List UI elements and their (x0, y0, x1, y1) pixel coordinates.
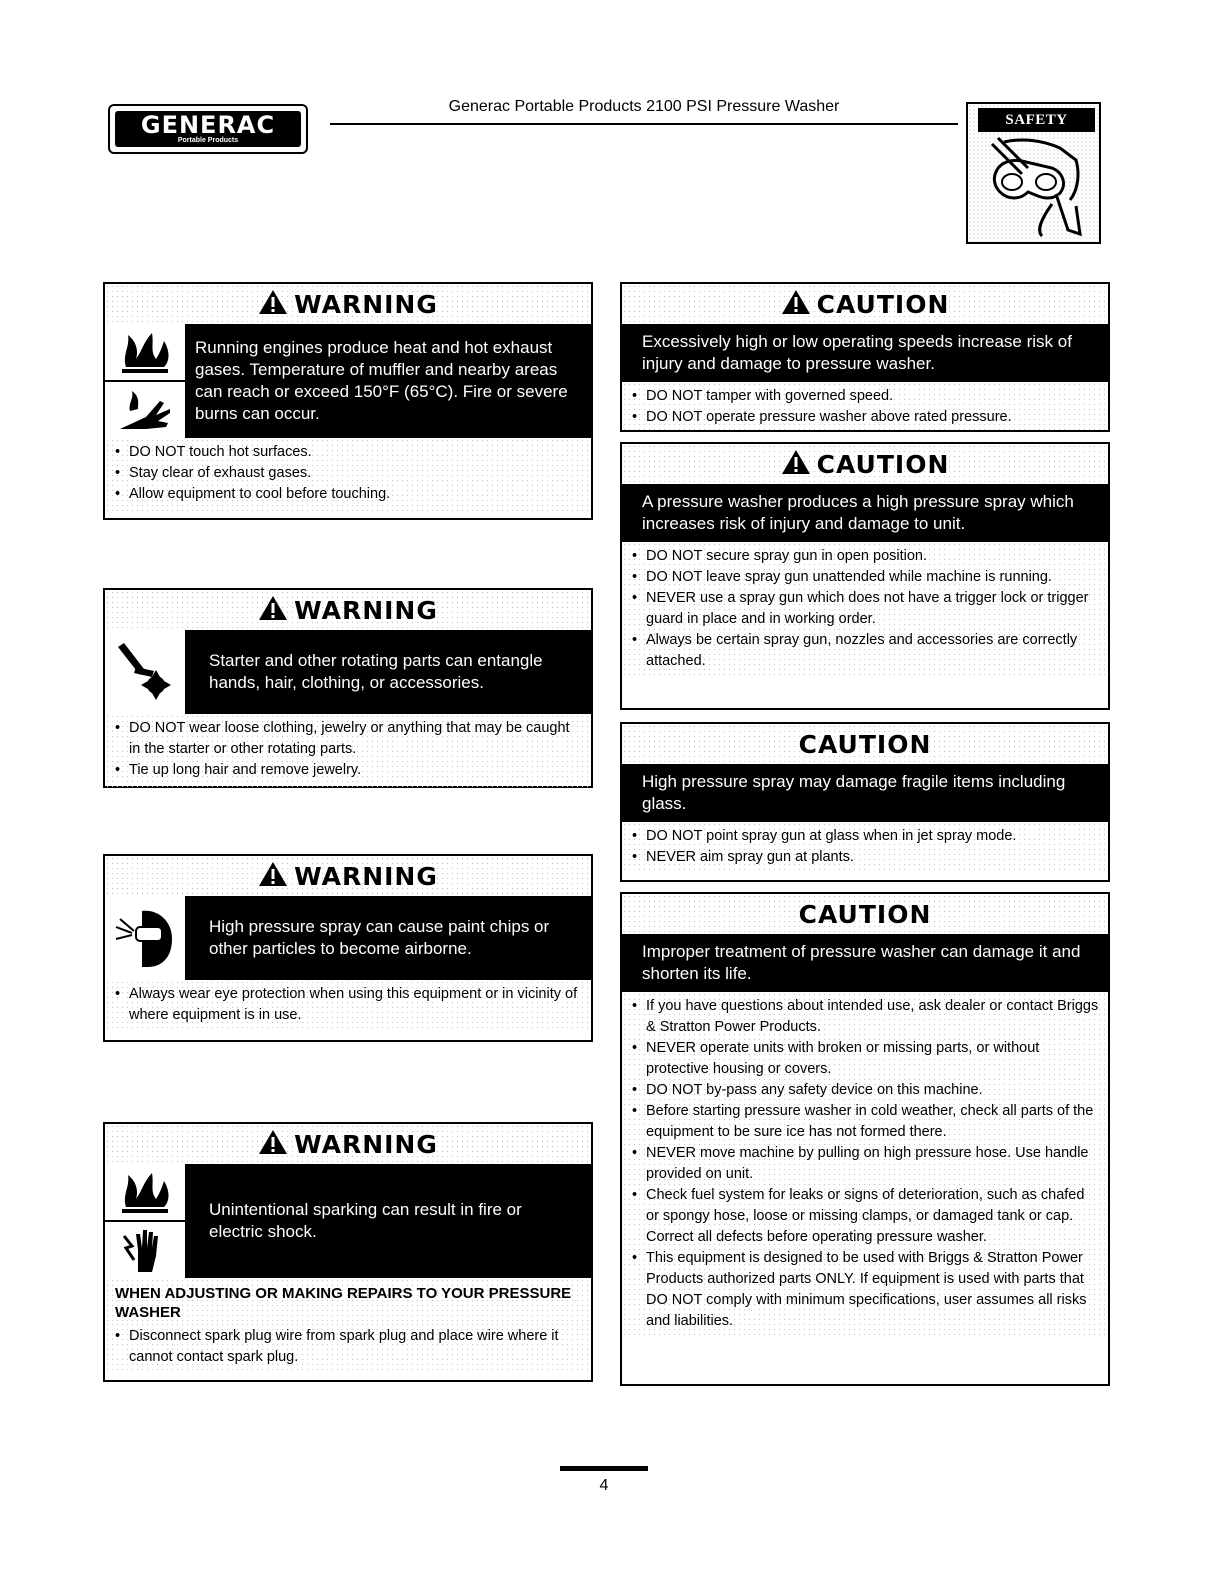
heading-label: CAUTION (798, 729, 932, 759)
list-item: • NEVER use a spray gun which does not have a trigger lock or trigger guard in place and in working order. (630, 588, 1100, 630)
caution-high-pressure-spray (620, 442, 1110, 710)
badge-label: SAFETY RULES (978, 108, 1095, 132)
box-heading (622, 724, 1108, 764)
list-item: • DO NOT operate pressure washer above rated pressure. (630, 407, 1100, 428)
warning-airborne-particles (103, 854, 593, 1042)
heading-label: WARNING (294, 290, 438, 319)
list-item: • This equipment is designed to be used with Briggs & Stratton Power Products authorized parts ONLY. If equipment is used with parts that DO NOT comply with minimum specifications, user assumes all risks and liabilities. (630, 1248, 1100, 1332)
instruction-list (105, 438, 591, 511)
hazard-panel (105, 324, 591, 438)
safety-rules-badge (966, 102, 1101, 244)
list-item: • Disconnect spark plug wire from spark plug and place wire where it cannot contact spark plug. (113, 1326, 583, 1368)
logo-sub: Portable Products (177, 137, 239, 144)
entanglement-icon (105, 630, 185, 714)
list-item: • Always be certain spray gun, nozzles and accessories are correctly attached. (630, 630, 1100, 672)
heading-label: CAUTION (816, 450, 950, 479)
list-item: • NEVER operate units with broken or missing parts, or without protective housing or covers. (630, 1038, 1100, 1080)
instruction-list (622, 822, 1108, 874)
list-item: • Tie up long hair and remove jewelry. (113, 760, 583, 781)
caution-improper-treatment (620, 892, 1110, 1386)
list-item: • Allow equipment to cool before touching. (113, 484, 583, 505)
hazard-panel (105, 630, 591, 714)
hazard-text: Excessively high or low operating speeds increase risk of injury and damage to pressure washer. (642, 332, 1072, 373)
hazard-text: Starter and other rotating parts can entangle hands, hair, clothing, or accessories. (209, 651, 543, 692)
list-item: • DO NOT wear loose clothing, jewelry or anything that may be caught in the starter or other rotating parts. (113, 718, 583, 760)
hazard-panel (622, 934, 1108, 992)
hazard-panel (105, 896, 591, 980)
list-item: • Check fuel system for leaks or signs of deterioration, such as chafed or spongy hose, loose or missing clamps, or damaged tank or cap. Correct all defects before operating pressure washer. (630, 1185, 1100, 1248)
heading-label: WARNING (294, 1130, 438, 1159)
burn-hand-icon (105, 382, 185, 438)
warning-sparking (103, 1122, 593, 1382)
list-item: • If you have questions about intended use, ask dealer or contact Briggs & Stratton Power Products. (630, 996, 1100, 1038)
hazard-text: Unintentional sparking can result in fire or electric shock. (209, 1200, 522, 1241)
hazard-panel (622, 324, 1108, 382)
hazard-text: High pressure spray may damage fragile items including glass. (642, 772, 1066, 813)
list-item: • NEVER move machine by pulling on high pressure hose. Use handle provided on unit. (630, 1143, 1100, 1185)
list-item: • DO NOT leave spray gun unattended while machine is running. (630, 567, 1100, 588)
list-item: • DO NOT tamper with governed speed. (630, 386, 1100, 407)
generac-logo (108, 104, 308, 154)
box-heading (105, 284, 591, 324)
hazard-panel (622, 484, 1108, 542)
box-heading (105, 856, 591, 896)
warning-triangle-icon (781, 289, 811, 315)
fire-icon (105, 1164, 185, 1222)
caution-operating-speeds (620, 282, 1110, 432)
list-item: • Before starting pressure washer in cold weather, check all parts of the equipment to be sure ice has not formed there. (630, 1101, 1100, 1143)
heading-label: WARNING (294, 862, 438, 891)
box-heading (622, 444, 1108, 484)
electric-shock-icon (105, 1222, 185, 1278)
box-heading (105, 1124, 591, 1164)
hazard-panel (622, 764, 1108, 822)
title-rule (330, 123, 958, 125)
eye-protection-icon (105, 896, 185, 980)
instruction-list (105, 980, 591, 1032)
page-number: 4 (599, 1477, 609, 1494)
list-item: • DO NOT secure spray gun in open position. (630, 546, 1100, 567)
box-heading (622, 284, 1108, 324)
warning-hot-surfaces (103, 282, 593, 520)
fire-icon (105, 324, 185, 382)
warning-triangle-icon (258, 595, 288, 621)
instruction-list (622, 542, 1108, 678)
warning-triangle-icon (258, 861, 288, 887)
hazard-text: A pressure washer produces a high pressure spray which increases risk of injury and damage to unit. (642, 492, 1074, 533)
goggles-spray-gun-icon (982, 134, 1092, 239)
list-item: • DO NOT point spray gun at glass when in jet spray mode. (630, 826, 1100, 847)
logo-name: GENERAC (140, 111, 276, 139)
footer-bar (560, 1466, 648, 1471)
list-item: • Always wear eye protection when using this equipment or in vicinity of where equipment is in use. (113, 984, 583, 1026)
instruction-list (105, 714, 591, 787)
list-item: • DO NOT by-pass any safety device on this machine. (630, 1080, 1100, 1101)
heading-label: CAUTION (816, 290, 950, 319)
repairs-subheading: WHEN ADJUSTING OR MAKING REPAIRS TO YOUR PRESSURE WASHER (105, 1278, 591, 1322)
hazard-text: Improper treatment of pressure washer can damage it and shorten its life. (642, 942, 1081, 983)
caution-fragile-items (620, 722, 1110, 882)
instruction-list (622, 382, 1108, 434)
document-title: Generac Portable Products 2100 PSI Pressure Washer (448, 98, 840, 115)
warning-triangle-icon (781, 449, 811, 475)
list-item: • Stay clear of exhaust gases. (113, 463, 583, 484)
instruction-list (622, 992, 1108, 1338)
hazard-text: High pressure spray can cause paint chips or other particles to become airborne. (209, 917, 550, 958)
warning-triangle-icon (258, 289, 288, 315)
heading-label: WARNING (294, 596, 438, 625)
instruction-list (105, 1322, 591, 1374)
hazard-panel (105, 1164, 591, 1278)
list-item: • DO NOT touch hot surfaces. (113, 442, 583, 463)
list-item: • NEVER aim spray gun at plants. (630, 847, 1100, 868)
box-heading (105, 590, 591, 630)
heading-label: CAUTION (798, 899, 932, 929)
hazard-text: Running engines produce heat and hot exhaust gases. Temperature of muffler and nearby areas can reach or exceed 150°F (65°C). Fire or severe burns can occur. (195, 338, 568, 423)
box-heading (622, 894, 1108, 934)
warning-triangle-icon (258, 1129, 288, 1155)
warning-rotating-parts (103, 588, 593, 788)
